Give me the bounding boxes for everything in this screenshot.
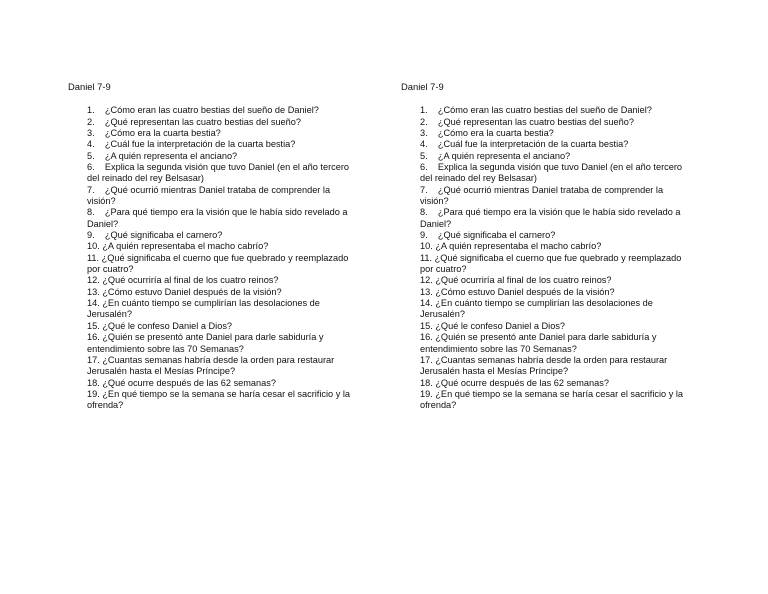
question-item: [420, 298, 683, 321]
question-item: [87, 332, 350, 355]
question-text: 5. ¿A quién representa el anciano?: [87, 150, 238, 161]
question-text: 6. Explica la segunda visión que tuvo Daniel (en el año tercero del reinado del rey Belsasar): [87, 162, 350, 184]
question-text: 12. ¿Qué ocurriría al final de los cuatro reinos?: [420, 275, 612, 286]
question-text: 9. ¿Qué significaba el carnero?: [420, 230, 556, 241]
question-item: [87, 117, 350, 128]
question-text: 12. ¿Qué ocurriría al final de los cuatro reinos?: [87, 275, 279, 286]
question-item: [87, 207, 350, 230]
question-text: 8. ¿Para qué tiempo era la visión que le había sido revelado a Daniel?: [420, 207, 681, 229]
question-text: 3. ¿Cómo era la cuarta bestia?: [87, 127, 221, 138]
question-text: 10. ¿A quién representaba el macho cabrío?: [87, 241, 269, 252]
question-item: [420, 117, 683, 128]
question-text: 18. ¿Qué ocurre después de las 62 semanas?: [87, 377, 276, 388]
question-text: 1. ¿Cómo eran las cuatro bestias del sueño de Daniel?: [87, 105, 319, 116]
question-item: [87, 151, 350, 162]
question-item: [420, 151, 683, 162]
question-item: [87, 162, 350, 185]
question-item: [420, 162, 683, 185]
question-text: 18. ¿Qué ocurre después de las 62 semanas?: [420, 377, 609, 388]
question-item: [87, 298, 350, 321]
question-item: [420, 230, 683, 241]
question-item: [87, 287, 350, 298]
question-text: 17. ¿Cuantas semanas habría desde la orden para restaurar Jerusalén hasta el Mesías Príncipe?: [420, 354, 668, 377]
question-text: 13. ¿Cómo estuvo Daniel después de la visión?: [87, 286, 282, 297]
question-text: 5. ¿A quién representa el anciano?: [420, 150, 571, 161]
question-list: [68, 105, 350, 411]
question-item: [420, 253, 683, 276]
question-text: 14. ¿En cuánto tiempo se cumplirían las desolaciones de Jerusalén?: [420, 298, 653, 320]
question-item: [420, 139, 683, 150]
question-item: [87, 355, 350, 378]
question-list: [401, 105, 683, 411]
question-item: [87, 241, 350, 252]
question-item: [420, 321, 683, 332]
question-text: 17. ¿Cuantas semanas habría desde la orden para restaurar Jerusalén hasta el Mesías Príncipe?: [87, 354, 335, 377]
question-item: [87, 139, 350, 150]
worksheet-title: Daniel 7-9: [68, 81, 111, 92]
question-item: [420, 355, 683, 378]
question-text: 3. ¿Cómo era la cuarta bestia?: [420, 127, 554, 138]
question-item: [87, 275, 350, 286]
question-item: [420, 275, 683, 286]
question-text: 15. ¿Qué le confeso Daniel a Dios?: [420, 320, 566, 331]
question-text: 7. ¿Qué ocurrió mientras Daniel trataba de comprender la visión?: [87, 184, 331, 207]
question-text: 2. ¿Qué representan las cuatro bestias del sueño?: [87, 116, 301, 127]
question-text: 14. ¿En cuánto tiempo se cumplirían las desolaciones de Jerusalén?: [87, 298, 320, 320]
question-item: [420, 389, 683, 412]
question-item: [420, 128, 683, 139]
question-text: 8. ¿Para qué tiempo era la visión que le había sido revelado a Daniel?: [87, 207, 348, 229]
question-item: [420, 287, 683, 298]
question-item: [87, 378, 350, 389]
question-item: [420, 378, 683, 389]
question-text: 1. ¿Cómo eran las cuatro bestias del sueño de Daniel?: [420, 105, 652, 116]
question-text: 9. ¿Qué significaba el carnero?: [87, 230, 223, 241]
question-item: [87, 105, 350, 116]
question-text: 19. ¿En qué tiempo se la semana se haría cesar el sacrificio y la ofrenda?: [420, 388, 683, 411]
question-text: 13. ¿Cómo estuvo Daniel después de la visión?: [420, 286, 615, 297]
question-item: [420, 332, 683, 355]
question-text: 6. Explica la segunda visión que tuvo Daniel (en el año tercero del reinado del rey Belsasar): [420, 162, 683, 184]
question-item: [420, 241, 683, 252]
question-text: 11. ¿Qué significaba el cuerno que fue quebrado y reemplazado por cuatro?: [87, 252, 349, 275]
question-text: 11. ¿Qué significaba el cuerno que fue quebrado y reemplazado por cuatro?: [420, 252, 682, 275]
question-text: 10. ¿A quién representaba el macho cabrío?: [420, 241, 602, 252]
question-item: [87, 389, 350, 412]
question-item: [87, 128, 350, 139]
question-text: 4. ¿Cuál fue la interpretación de la cuarta bestia?: [420, 139, 629, 150]
question-text: 16. ¿Quién se presentó ante Daniel para darle sabiduría y entendimiento sobre las 70 Semanas?: [420, 332, 657, 354]
question-item: [420, 105, 683, 116]
question-text: 15. ¿Qué le confeso Daniel a Dios?: [87, 320, 233, 331]
question-item: [87, 185, 350, 208]
question-text: 16. ¿Quién se presentó ante Daniel para darle sabiduría y entendimiento sobre las 70 Semanas?: [87, 332, 324, 354]
question-text: 2. ¿Qué representan las cuatro bestias del sueño?: [420, 116, 634, 127]
question-item: [87, 321, 350, 332]
worksheet-column-right: [401, 81, 683, 412]
question-item: [420, 185, 683, 208]
question-item: [87, 253, 350, 276]
question-item: [420, 207, 683, 230]
question-text: 7. ¿Qué ocurrió mientras Daniel trataba de comprender la visión?: [420, 184, 664, 207]
question-text: 4. ¿Cuál fue la interpretación de la cuarta bestia?: [87, 139, 296, 150]
worksheet-column-left: [68, 81, 350, 412]
question-item: [87, 230, 350, 241]
worksheet-title: Daniel 7-9: [401, 81, 444, 92]
question-text: 19. ¿En qué tiempo se la semana se haría cesar el sacrificio y la ofrenda?: [87, 388, 350, 411]
